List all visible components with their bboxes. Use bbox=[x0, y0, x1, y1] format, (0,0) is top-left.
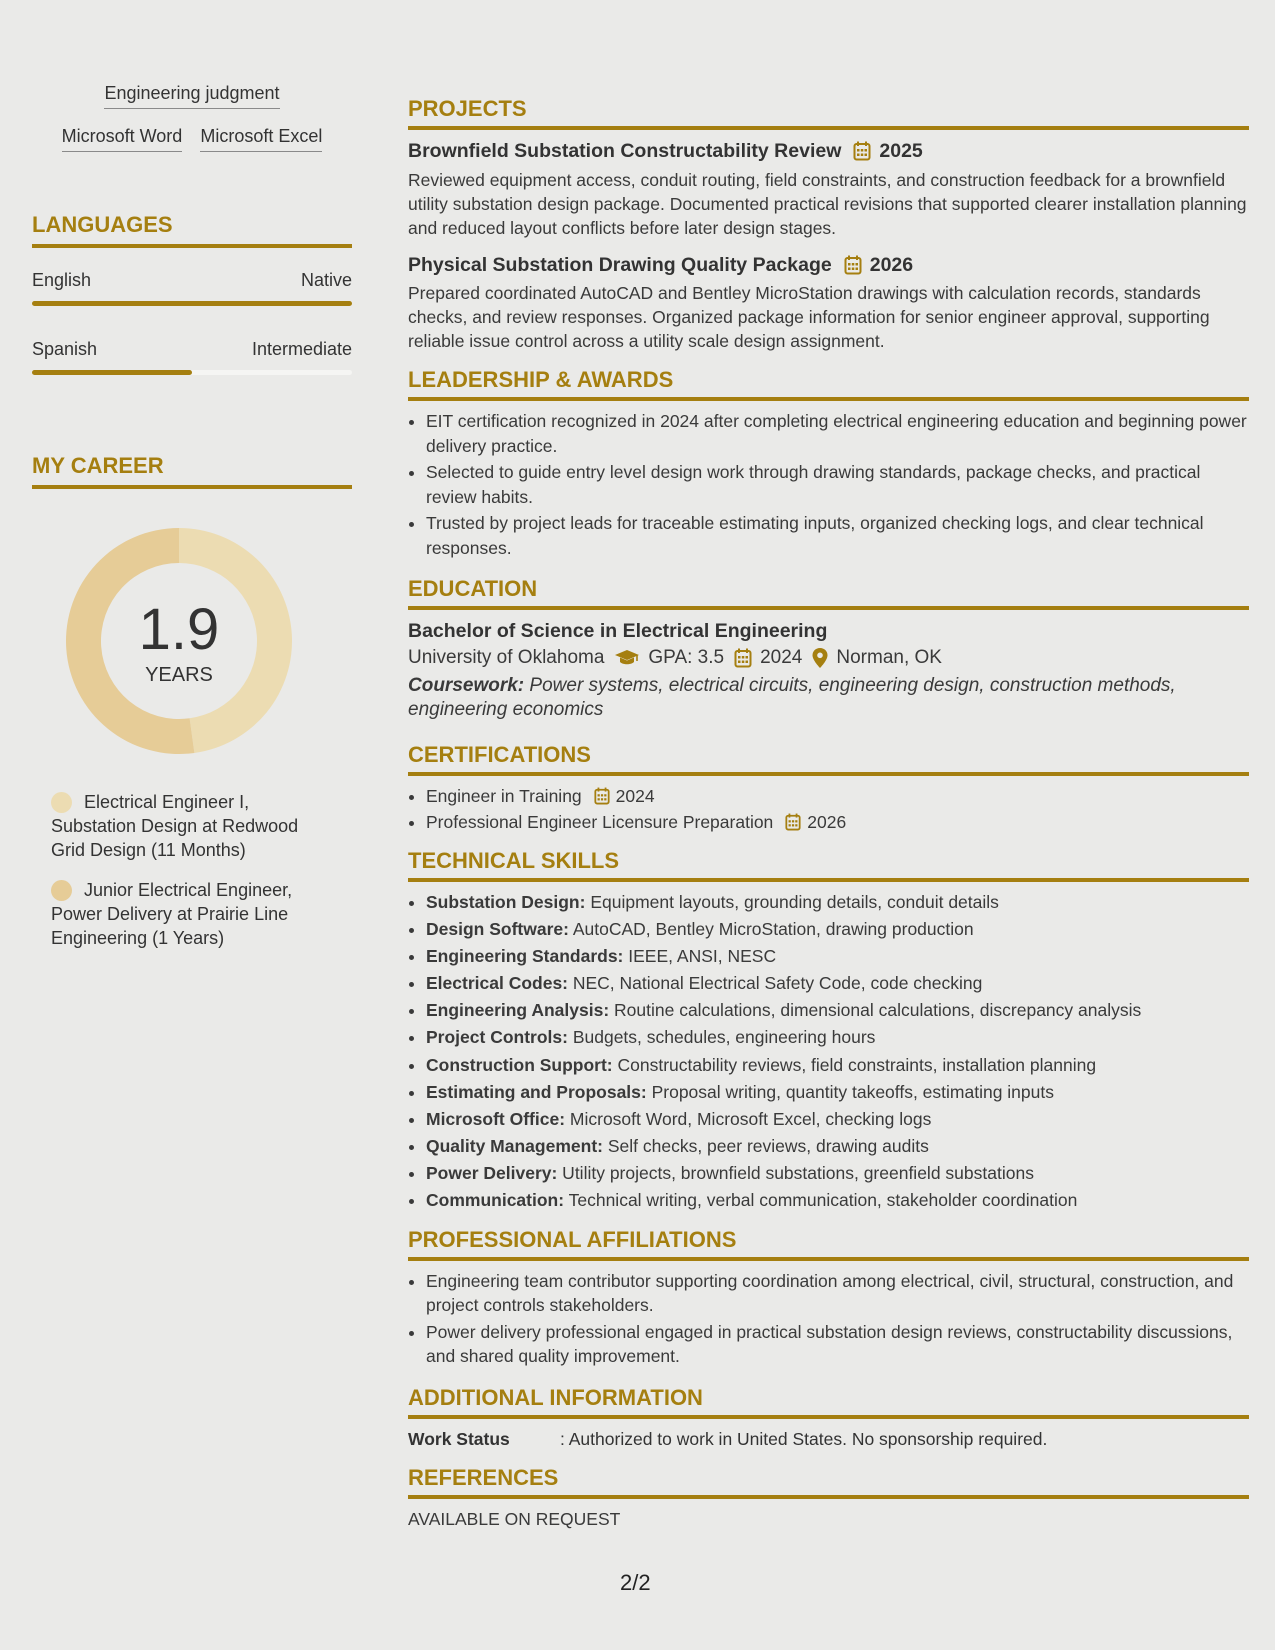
legend-dot bbox=[51, 880, 72, 901]
list-item: • EIT certification recognized in 2024 after completing electrical engineering education and beginning power delivery practice. bbox=[426, 409, 1249, 458]
school-location: Norman, OK bbox=[836, 647, 942, 668]
skill-value: Routine calculations, dimensional calculations, discrepancy analysis bbox=[609, 1000, 1142, 1021]
list-item: • Engineering team contributor supporting coordination among electrical, civil, structural, construction, and project controls stakeholders. bbox=[426, 1269, 1249, 1318]
list-item bbox=[426, 1025, 1249, 1050]
certification-name: • Engineer in Training bbox=[426, 786, 582, 806]
skill-value: Microsoft Word, Microsoft Excel, checking logs bbox=[565, 1108, 932, 1129]
donut-center bbox=[66, 528, 292, 754]
project-description: Prepared coordinated AutoCAD and Bentley MicroStation drawings with calculation records, standards checks, and review responses. Organized package information for senior engineer approval, supporting reliable issue control across a utility scale design assignment. bbox=[408, 283, 1210, 351]
projects-heading: PROJECTS bbox=[408, 96, 1249, 130]
graduation-cap-icon bbox=[614, 649, 640, 667]
skill-value: Utility projects, brownfield substations, greenfield substations bbox=[557, 1162, 1034, 1183]
skill-value: Self checks, peer reviews, drawing audits bbox=[602, 1135, 929, 1156]
additional-info-heading: ADDITIONAL INFORMATION bbox=[408, 1385, 1249, 1419]
skill-label: Substation Design: bbox=[426, 892, 586, 912]
location-pin-icon bbox=[812, 648, 828, 668]
list-item bbox=[426, 917, 1249, 942]
skill-value: IEEE, ANSI, NESC bbox=[623, 946, 777, 967]
skill-value: Constructability reviews, field constraints, installation planning bbox=[612, 1054, 1097, 1075]
project-item bbox=[408, 252, 1249, 353]
career-item-label: Junior Electrical Engineer, Power Delivery at Prairie Line Engineering (1 Years) bbox=[51, 880, 293, 948]
career-legend-item bbox=[51, 790, 331, 862]
career-total-unit: YEARS bbox=[145, 664, 213, 686]
legend-dot bbox=[51, 792, 72, 813]
right-column bbox=[408, 96, 1249, 1531]
project-year: 2026 bbox=[869, 254, 914, 276]
project-title-text: Brownfield Substation Constructability Review bbox=[408, 140, 842, 162]
skill-tag: Engineering judgment bbox=[104, 82, 279, 109]
skill-tags bbox=[32, 82, 352, 168]
language-bar bbox=[32, 370, 352, 375]
work-status-label: Work Status bbox=[408, 1428, 510, 1449]
list-item bbox=[426, 1134, 1249, 1159]
calendar-icon bbox=[785, 813, 801, 831]
list-item: • Trusted by project leads for traceable estimating inputs, organized checking logs, and clear technical responses. bbox=[426, 511, 1249, 560]
skill-label: Microsoft Office: bbox=[426, 1108, 566, 1129]
project-description: Reviewed equipment access, conduit routing, field constraints, and construction feedback for a brownfield utility substation design package. Documented practical revisions that supported clearer installation planning and reduced layout conflicts before later design stages. bbox=[408, 170, 1247, 238]
certifications-heading: CERTIFICATIONS bbox=[408, 742, 1249, 776]
career-heading: MY CAREER bbox=[32, 453, 352, 489]
list-item bbox=[426, 1053, 1249, 1078]
certification-year: 2024 bbox=[615, 786, 655, 806]
skill-label: Electrical Codes: bbox=[426, 973, 568, 994]
references-heading: REFERENCES bbox=[408, 1465, 1249, 1499]
skill-value: NEC, National Electrical Safety Code, code checking bbox=[568, 973, 983, 994]
skill-tag: Microsoft Excel bbox=[200, 125, 322, 152]
work-status-row bbox=[408, 1427, 1249, 1451]
project-year: 2025 bbox=[879, 140, 923, 162]
affiliations-list bbox=[408, 1269, 1249, 1369]
language-level: Intermediate bbox=[251, 339, 352, 359]
language-level: Native bbox=[300, 270, 352, 290]
school-name: University of Oklahoma bbox=[408, 647, 605, 668]
certifications-list bbox=[408, 784, 1249, 834]
references-text: AVAILABLE ON REQUEST bbox=[408, 1508, 621, 1529]
gpa: GPA: 3.5 bbox=[648, 647, 725, 668]
skill-value: AutoCAD, Bentley MicroStation, drawing production bbox=[568, 919, 974, 940]
skill-label: Project Controls: bbox=[426, 1027, 568, 1048]
list-item bbox=[426, 944, 1249, 969]
list-item bbox=[426, 1107, 1249, 1132]
list-item bbox=[426, 784, 1249, 809]
project-item bbox=[408, 138, 1249, 240]
career-donut-chart bbox=[66, 528, 292, 754]
certification-year: 2026 bbox=[807, 811, 847, 832]
education-details bbox=[408, 644, 1249, 672]
project-title-text: Physical Substation Drawing Quality Package bbox=[408, 254, 832, 276]
calendar-icon bbox=[594, 787, 610, 805]
calendar-icon bbox=[844, 255, 862, 275]
skill-value: Proposal writing, quantity takeoffs, estimating inputs bbox=[646, 1081, 1054, 1102]
skill-label: Estimating and Proposals: bbox=[426, 1081, 647, 1102]
skill-label: Quality Management: bbox=[426, 1135, 603, 1156]
affiliations-heading: PROFESSIONAL AFFILIATIONS bbox=[408, 1227, 1249, 1261]
career-total-value: 1.9 bbox=[138, 597, 220, 662]
graduation-year: 2024 bbox=[760, 647, 803, 668]
skill-label: Construction Support: bbox=[426, 1054, 613, 1075]
career-item-label: Electrical Engineer I, Substation Design at Redwood Grid Design (11 Months) bbox=[51, 792, 299, 860]
language-name: Spanish bbox=[32, 339, 98, 359]
certification-name: • Professional Engineer Licensure Preparation bbox=[426, 811, 774, 832]
skill-label: Design Software: bbox=[426, 919, 569, 940]
skill-label: Engineering Standards: bbox=[426, 946, 624, 967]
list-item bbox=[426, 1080, 1249, 1105]
skill-value: Technical writing, verbal communication, stakeholder coordination bbox=[564, 1190, 1078, 1211]
coursework-text: Power systems, electrical circuits, engineering design, construction methods, engineering economics bbox=[408, 675, 1176, 720]
coursework bbox=[408, 674, 1249, 722]
list-item bbox=[426, 998, 1249, 1023]
education-heading: EDUCATION bbox=[408, 576, 1249, 610]
leadership-list bbox=[408, 409, 1249, 560]
skill-label: Power Delivery: bbox=[426, 1162, 558, 1183]
language-bar-fill bbox=[32, 301, 352, 306]
calendar-icon bbox=[853, 141, 871, 161]
list-item bbox=[426, 1188, 1249, 1213]
language-bar-fill bbox=[32, 370, 192, 375]
leadership-heading: LEADERSHIP & AWARDS bbox=[408, 367, 1249, 401]
list-item bbox=[426, 1161, 1249, 1186]
page-number: 2/2 bbox=[620, 1570, 651, 1595]
languages-heading: LANGUAGES bbox=[32, 212, 352, 248]
career-legend bbox=[51, 790, 331, 966]
skill-value: Budgets, schedules, engineering hours bbox=[567, 1027, 876, 1048]
list-item: • Power delivery professional engaged in practical substation design reviews, constructability discussions, and shared quality improvement. bbox=[426, 1320, 1249, 1369]
project-title bbox=[408, 252, 1249, 278]
list-item bbox=[426, 890, 1249, 915]
skill-value: Equipment layouts, grounding details, conduit details bbox=[585, 892, 999, 912]
language-name: English bbox=[32, 270, 92, 290]
language-bar bbox=[32, 301, 352, 306]
list-item: • Selected to guide entry level design work through drawing standards, package checks, and practical review habits. bbox=[426, 460, 1249, 509]
skill-label: Engineering Analysis: bbox=[426, 1000, 610, 1021]
list-item bbox=[426, 810, 1249, 835]
skill-tag: Microsoft Word bbox=[62, 125, 183, 152]
work-status-value: : Authorized to work in United States. No sponsorship required. bbox=[560, 1428, 1048, 1449]
project-title bbox=[408, 138, 1249, 164]
technical-skills-list bbox=[408, 890, 1249, 1213]
degree-title: Bachelor of Science in Electrical Engineering bbox=[408, 620, 828, 642]
technical-skills-heading: TECHNICAL SKILLS bbox=[408, 848, 1249, 882]
career-legend-item bbox=[51, 878, 331, 950]
skill-label: Communication: bbox=[426, 1190, 565, 1211]
list-item bbox=[426, 971, 1249, 996]
coursework-label: Coursework: bbox=[408, 675, 525, 696]
calendar-icon bbox=[734, 648, 752, 668]
